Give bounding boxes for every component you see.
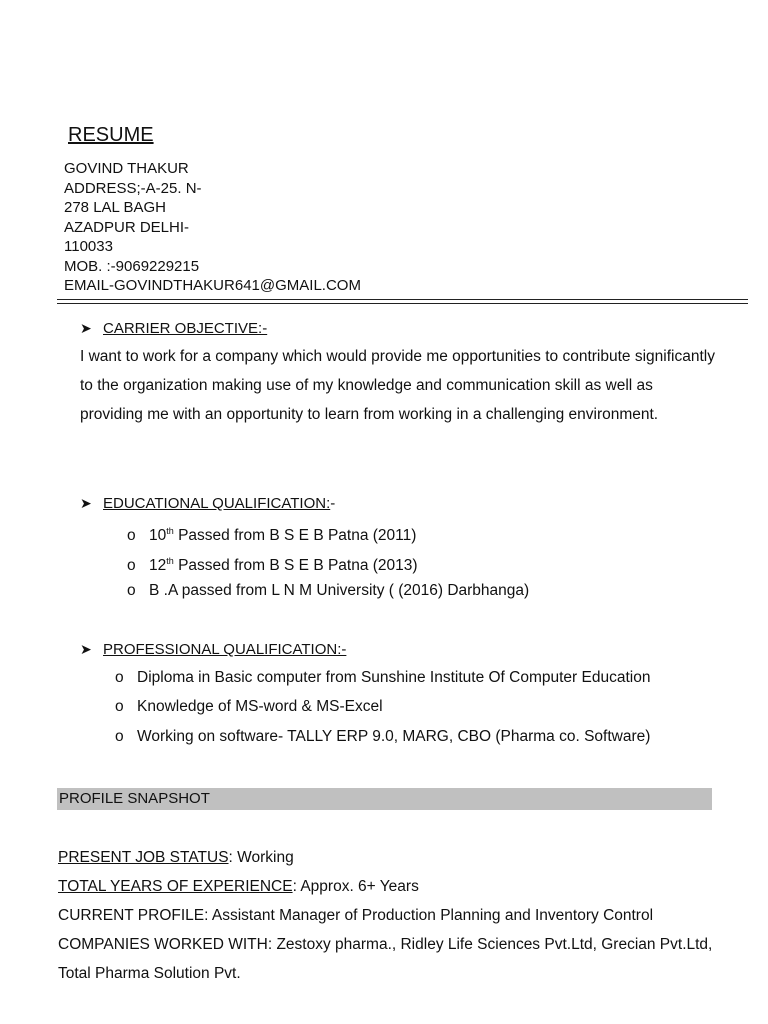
experience-line [58,872,718,901]
profile-snapshot-heading: PROFILE SNAPSHOT [57,788,712,810]
job-status-value: : Working [228,849,294,866]
divider-line [57,303,748,304]
companies-line [58,930,718,988]
resume-title: RESUME [68,124,154,146]
circle-bullet-icon: o [115,728,124,745]
arrow-bullet-icon: ➤ [80,641,92,657]
circle-bullet-icon: o [115,698,124,715]
professional-item: o Working on software- TALLY ERP 9.0, MARG, CBO (Pharma co. Software) [115,728,651,745]
arrow-bullet-icon: ➤ [80,495,92,511]
education-item: o 10th Passed from B S E B Patna (2011) [127,526,417,545]
candidate-name: GOVIND THAKUR [64,160,189,177]
job-status-line [58,843,718,872]
address-line: ADDRESS;-A-25. N- [64,179,202,197]
current-profile-label: CURRENT PROFILE: [58,907,209,924]
circle-bullet-icon: o [127,527,136,545]
circle-bullet-icon: o [127,557,136,575]
carrier-objective-text: I want to work for a company which would provide me opportunities to contribute significantly to the organization making use of my knowledge and communication skill as well as providing me with an opportunity to learn from working in a challenging environment. [80,348,715,423]
address-line: AZADPUR DELHI- [64,218,190,236]
arrow-bullet-icon: ➤ [80,320,92,336]
contact-block [64,159,464,296]
carrier-objective-heading: ➤ CARRIER OBJECTIVE:- [80,320,268,337]
education-item: o B .A passed from L N M University ( (2016) Darbhanga) [127,582,530,599]
education-item: o 12th Passed from B S E B Patna (2013) [127,556,418,575]
divider-line [57,299,748,300]
experience-value: : Approx. 6+ Years [292,878,419,895]
education-heading: ➤ EDUCATIONAL QUALIFICATION:- [80,495,336,512]
mobile-number: MOB. :-9069229215 [64,257,200,275]
current-profile-value: Assistant Manager of Production Planning and Inventory Control [208,907,654,924]
email-address: EMAIL-GOVINDTHAKUR641@GMAIL.COM [64,277,361,294]
companies-label: COMPANIES WORKED WITH: [58,936,273,953]
experience-label: TOTAL YEARS OF EXPERIENCE [58,878,293,895]
address-line: 278 LAL BAGH [64,199,167,216]
job-status-label: PRESENT JOB STATUS [58,849,229,866]
companies-value: Zestoxy pharma., Ridley Life Sciences Pvt.Ltd, Grecian Pvt.Ltd, Total Pharma Solution Pvt. [58,936,713,982]
circle-bullet-icon: o [127,582,136,599]
professional-item: o Diploma in Basic computer from Sunshine Institute Of Computer Education [115,669,651,686]
professional-item: o Knowledge of MS-word & MS-Excel [115,698,383,715]
professional-heading: ➤ PROFESSIONAL QUALIFICATION:- [80,641,347,658]
current-profile-line [58,901,718,930]
address-line: 110033 [64,238,113,255]
circle-bullet-icon: o [115,669,124,686]
